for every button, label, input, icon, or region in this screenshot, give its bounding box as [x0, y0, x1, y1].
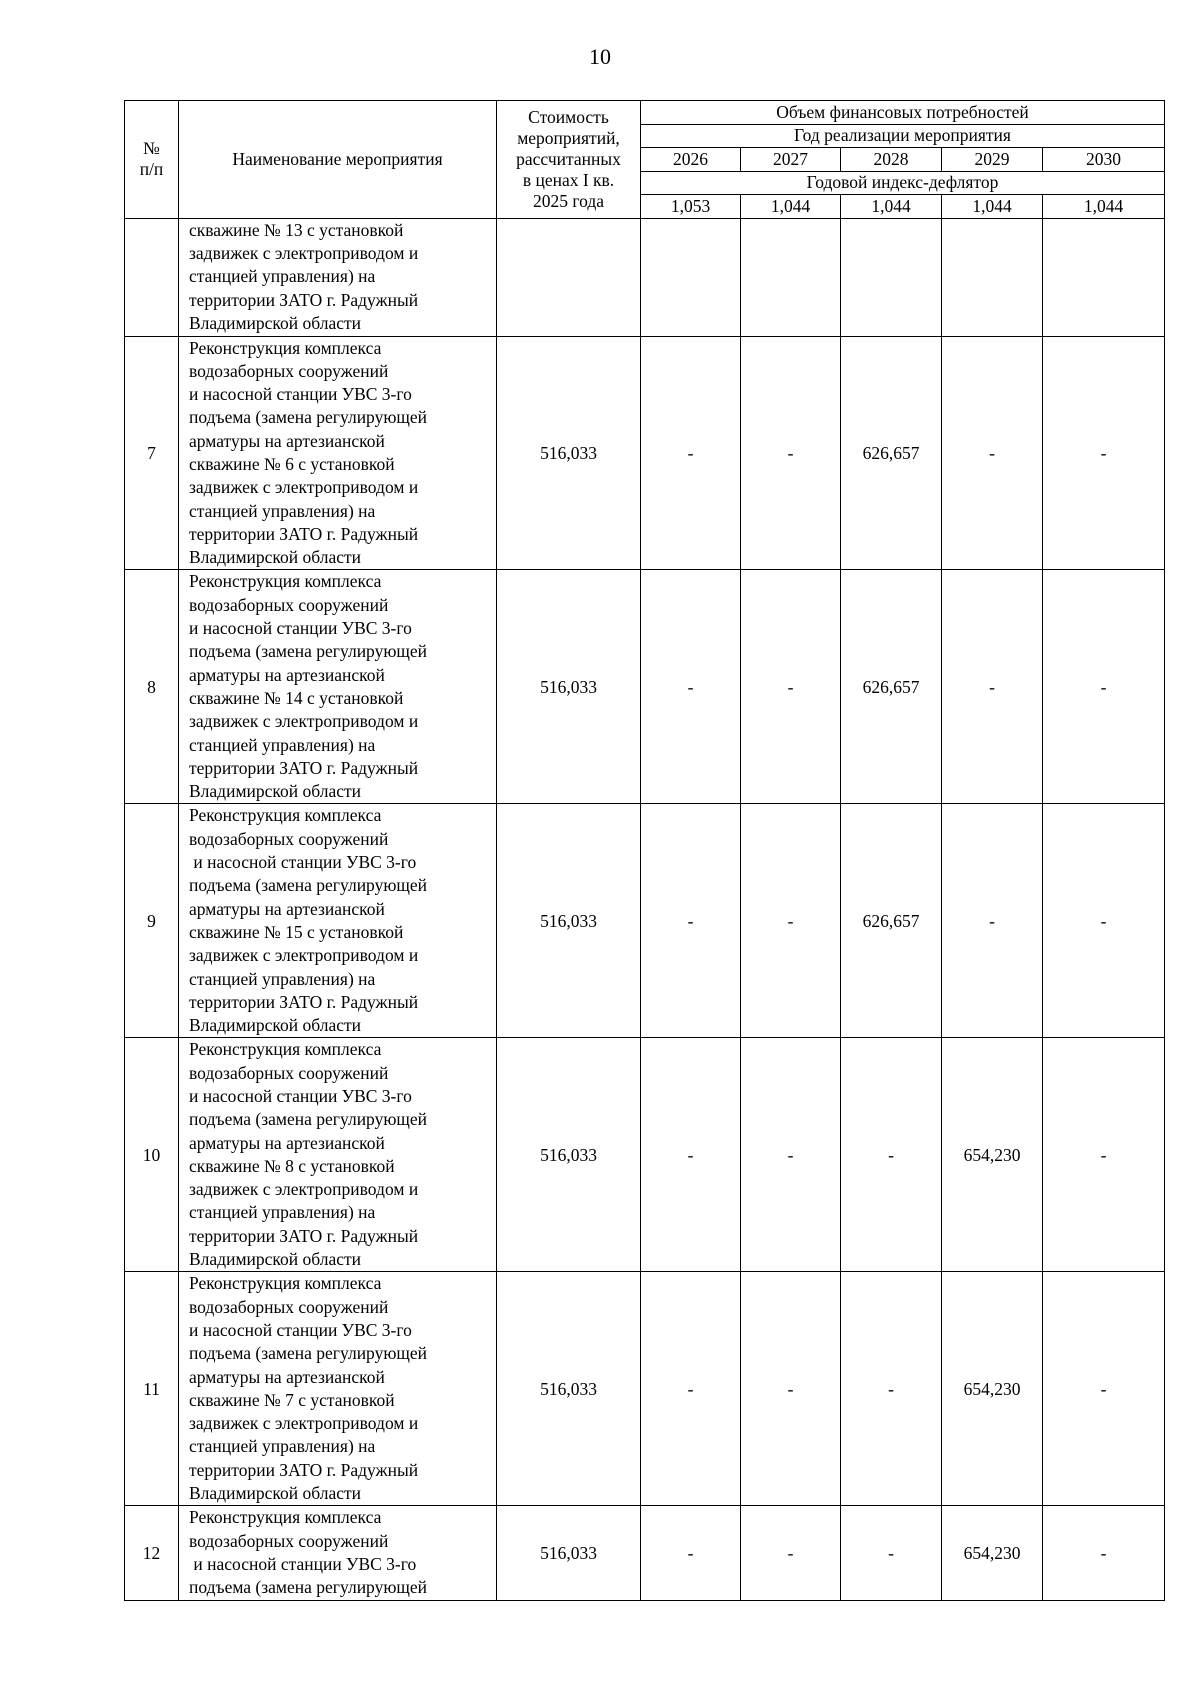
row-name-line: и насосной станции УВС 3-го [189, 618, 412, 639]
row-year-value: 654,230 [942, 1272, 1043, 1506]
row-year-value: 626,657 [841, 570, 942, 804]
row-name-line: подъема (замена регулирующей [189, 1577, 428, 1598]
row-number: 9 [125, 804, 179, 1038]
row-year-value: - [942, 336, 1043, 570]
row-name [179, 336, 497, 570]
row-cost: 516,033 [497, 1506, 641, 1600]
row-name-line: скважине № 14 с установкой [189, 687, 404, 708]
row-name-line: водозаборных сооружений [189, 360, 389, 381]
row-name-line: Реконструкция комплекса [189, 571, 382, 592]
row-name-line: подъема (замена регулирующей [189, 1109, 428, 1130]
header-deflator: 1,044 [1043, 195, 1165, 219]
table-header [125, 101, 1165, 219]
row-year-value: - [1043, 1506, 1165, 1600]
header-cost-line: Стоимость [528, 106, 609, 127]
row-name-line: Владимирской области [189, 312, 362, 333]
row-number: 10 [125, 1038, 179, 1272]
table-row [125, 218, 1165, 336]
row-name-line: станцией управления) на [189, 1436, 376, 1457]
row-name-line: территории ЗАТО г. Радужный [189, 757, 419, 778]
financial-needs-table [124, 100, 1165, 1601]
row-year-value [1043, 218, 1165, 336]
row-cost [497, 218, 641, 336]
row-name-line: станцией управления) на [189, 1202, 376, 1223]
table-row [125, 336, 1165, 570]
row-name-line: задвижек с электроприводом и [189, 243, 419, 264]
header-name: Наименование мероприятия [179, 101, 497, 219]
row-name-line: подъема (замена регулирующей [189, 1343, 428, 1364]
header-deflator: 1,053 [641, 195, 741, 219]
row-year-value: - [741, 1506, 841, 1600]
row-year-value: - [641, 1272, 741, 1506]
header-year: 2028 [841, 148, 942, 172]
row-year-value: - [641, 804, 741, 1038]
row-name-line: Владимирской области [189, 547, 362, 568]
header-fin-needs: Объем финансовых потребностей [641, 101, 1165, 125]
page-number: 10 [589, 44, 611, 69]
row-name-line: задвижек с электроприводом и [189, 1413, 419, 1434]
row-year-value: - [1043, 336, 1165, 570]
table-row [125, 804, 1165, 1038]
row-name-line: и насосной станции УВС 3-го [189, 852, 417, 873]
row-name-line: и насосной станции УВС 3-го [189, 1319, 412, 1340]
header-cost-line: в ценах I кв. [522, 169, 615, 190]
table-row [125, 570, 1165, 804]
row-year-value: - [741, 1272, 841, 1506]
row-number: 7 [125, 336, 179, 570]
header-deflator: 1,044 [942, 195, 1043, 219]
row-year-value: - [1043, 570, 1165, 804]
row-name-line: территории ЗАТО г. Радужный [189, 523, 419, 544]
row-year-value: - [741, 1038, 841, 1272]
row-name [179, 1506, 497, 1600]
row-name-line: и насосной станции УВС 3-го [189, 384, 412, 405]
row-name-line: скважине № 8 с установкой [189, 1155, 395, 1176]
row-name-line: водозаборных сооружений [189, 594, 389, 615]
header-deflator: 1,044 [741, 195, 841, 219]
row-name-line: станцией управления) на [189, 500, 376, 521]
row-name-line: арматуры на артезианской [189, 1132, 385, 1153]
row-name-line: Реконструкция комплекса [189, 337, 382, 358]
row-name-line: территории ЗАТО г. Радужный [189, 289, 419, 310]
row-number: 12 [125, 1506, 179, 1600]
row-cost: 516,033 [497, 570, 641, 804]
row-name-line: территории ЗАТО г. Радужный [189, 1459, 419, 1480]
row-name-line: задвижек с электроприводом и [189, 711, 419, 732]
row-year-value: - [641, 570, 741, 804]
row-year-value: - [1043, 1272, 1165, 1506]
row-name-line: станцией управления) на [189, 266, 376, 287]
row-name [179, 1038, 497, 1272]
row-cost: 516,033 [497, 1272, 641, 1506]
row-name-line: скважине № 7 с установкой [189, 1389, 395, 1410]
row-year-value: - [942, 804, 1043, 1038]
row-name-line: и насосной станции УВС 3-го [189, 1553, 417, 1574]
row-year-value: - [1043, 804, 1165, 1038]
header-year: 2026 [641, 148, 741, 172]
row-name-line: территории ЗАТО г. Радужный [189, 1225, 419, 1246]
row-year-value: - [841, 1506, 942, 1600]
row-name-line: Владимирской области [189, 1015, 362, 1036]
row-year-value [741, 218, 841, 336]
row-name-line: арматуры на артезианской [189, 430, 385, 451]
row-number: 8 [125, 570, 179, 804]
header-num-line: п/п [139, 159, 164, 180]
row-cost: 516,033 [497, 336, 641, 570]
row-name-line: подъема (замена регулирующей [189, 641, 428, 662]
row-name-line: скважине № 13 с установкой [189, 219, 404, 240]
row-name-line: Реконструкция комплекса [189, 1039, 382, 1060]
header-deflator-label: Годовой индекс-дефлятор [641, 171, 1165, 195]
table-row [125, 1272, 1165, 1506]
table-row [125, 1038, 1165, 1272]
header-cost-line: 2025 года [532, 190, 605, 211]
header-cost [497, 101, 641, 219]
row-name [179, 804, 497, 1038]
row-year-value: 626,657 [841, 336, 942, 570]
row-year-value: - [641, 1038, 741, 1272]
row-name-line: арматуры на артезианской [189, 898, 385, 919]
row-year-value: - [841, 1272, 942, 1506]
row-year-value: 654,230 [942, 1506, 1043, 1600]
row-name-line: скважине № 6 с установкой [189, 453, 395, 474]
row-year-value: - [641, 1506, 741, 1600]
row-name [179, 570, 497, 804]
row-year-value [641, 218, 741, 336]
row-name-line: Реконструкция комплекса [189, 1507, 382, 1528]
row-name-line: Реконструкция комплекса [189, 805, 382, 826]
row-name-line: скважине № 15 с установкой [189, 921, 404, 942]
header-year: 2030 [1043, 148, 1165, 172]
row-name-line: и насосной станции УВС 3-го [189, 1086, 412, 1106]
row-name-line: арматуры на артезианской [189, 664, 385, 685]
row-name-line: Реконструкция комплекса [189, 1273, 382, 1294]
row-year-value: 654,230 [942, 1038, 1043, 1272]
row-year-value [841, 218, 942, 336]
table-row [125, 1506, 1165, 1600]
row-name-line: задвижек с электроприводом и [189, 477, 419, 498]
header-year-impl: Год реализации мероприятия [641, 124, 1165, 148]
row-name-line: подъема (замена регулирующей [189, 407, 428, 428]
row-year-value: - [741, 804, 841, 1038]
row-name-line: Владимирской области [189, 781, 362, 802]
row-year-value: - [942, 570, 1043, 804]
row-year-value: - [841, 1038, 942, 1272]
header-deflator: 1,044 [841, 195, 942, 219]
row-year-value [942, 218, 1043, 336]
row-cost: 516,033 [497, 1038, 641, 1272]
row-year-value: - [641, 336, 741, 570]
row-name-line: подъема (замена регулирующей [189, 875, 428, 896]
row-name-line: Владимирской области [189, 1483, 362, 1504]
row-name-line: водозаборных сооружений [189, 1530, 389, 1551]
row-name-line: водозаборных сооружений [189, 1062, 389, 1083]
row-name-line: станцией управления) на [189, 734, 376, 755]
row-name-line: арматуры на артезианской [189, 1366, 385, 1387]
row-year-value: - [741, 570, 841, 804]
row-name-line: территории ЗАТО г. Радужный [189, 991, 419, 1012]
row-cost: 516,033 [497, 804, 641, 1038]
row-name [179, 218, 497, 336]
table-body [125, 218, 1165, 1600]
header-year: 2029 [942, 148, 1043, 172]
header-num [125, 101, 179, 219]
header-cost-line: мероприятий, [517, 127, 620, 148]
row-year-value: - [1043, 1038, 1165, 1272]
row-name-line: Владимирской области [189, 1249, 362, 1270]
header-year: 2027 [741, 148, 841, 172]
row-number: 11 [125, 1272, 179, 1506]
row-name-line: задвижек с электроприводом и [189, 945, 419, 966]
row-name-line: водозаборных сооружений [189, 828, 389, 849]
row-year-value: - [741, 336, 841, 570]
row-number [125, 218, 179, 336]
header-cost-line: рассчитанных [516, 148, 621, 169]
row-name [179, 1272, 497, 1506]
header-num-line: № [143, 138, 160, 159]
row-name-line: станцией управления) на [189, 968, 376, 989]
row-name-line: водозаборных сооружений [189, 1296, 389, 1317]
row-name-line: задвижек с электроприводом и [189, 1179, 419, 1200]
row-year-value: 626,657 [841, 804, 942, 1038]
